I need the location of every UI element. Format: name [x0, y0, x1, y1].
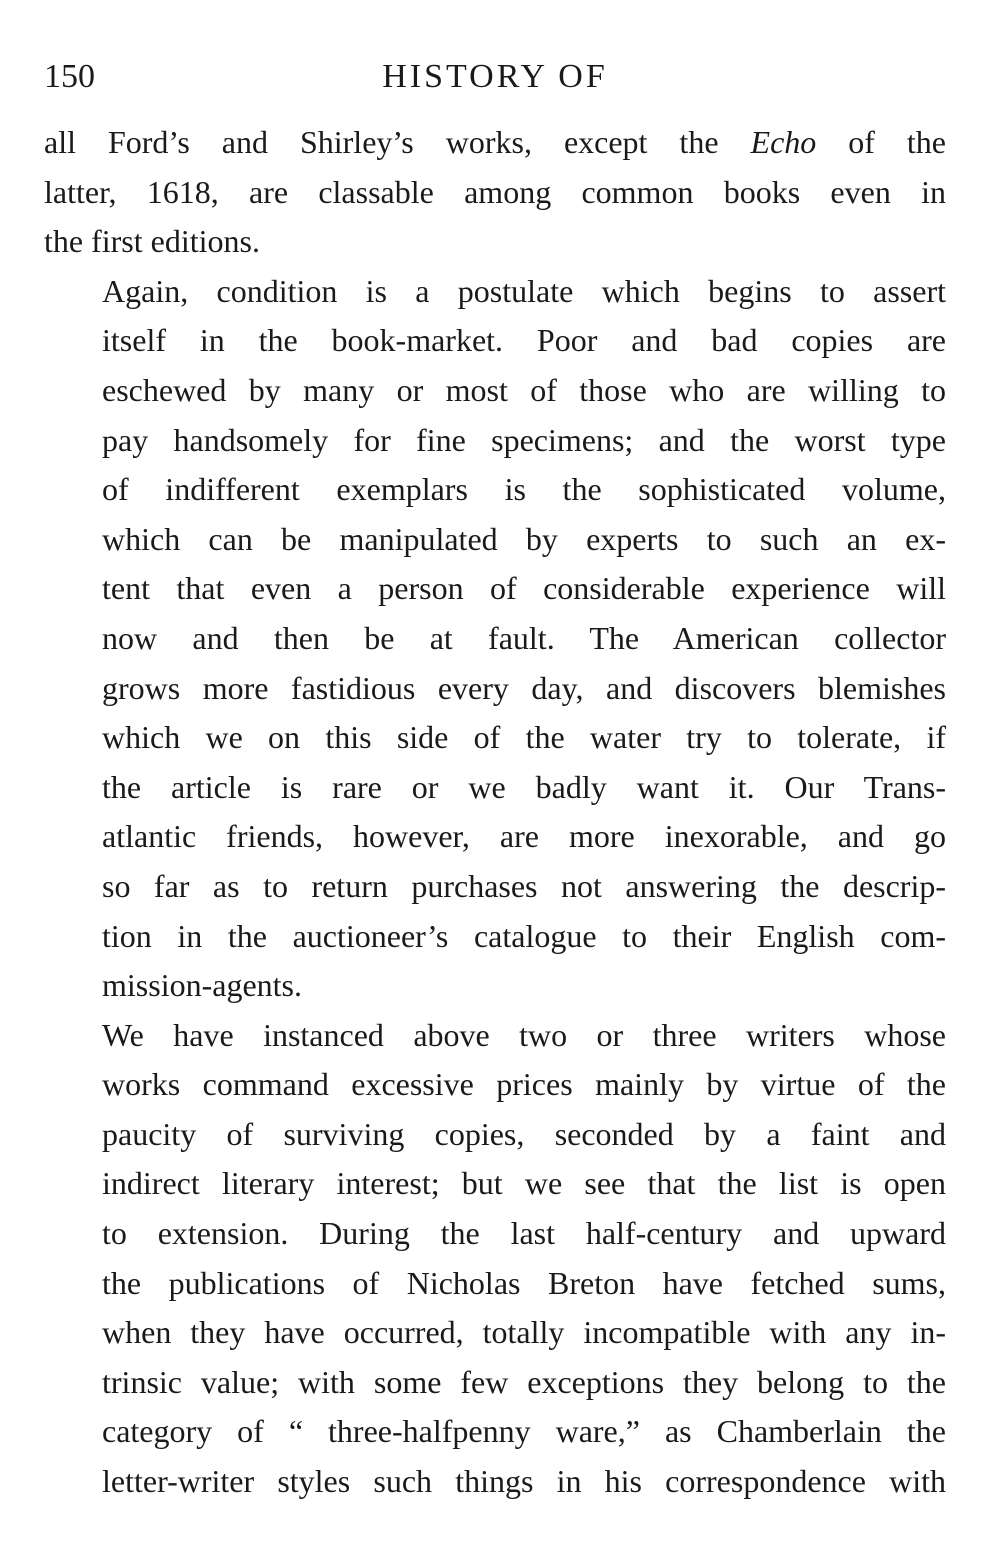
text-line: eschewed by many or most of those who are willing to: [102, 371, 946, 408]
text-line: paucity of surviving copies, seconded by a faint and: [102, 1115, 946, 1152]
italic-title: Echo: [750, 124, 817, 160]
text-line: tent that even a person of considerable experience will: [102, 570, 946, 607]
text-line: indirect literary interest; but we see that the list is open: [102, 1165, 946, 1202]
running-title: HISTORY OF: [382, 58, 608, 95]
text-line: pay handsomely for fine specimens; and the worst type: [102, 421, 946, 458]
text-line: Again, condition is a postulate which begins to assert: [102, 272, 946, 309]
text-line: now and then be at fault. The American collector: [102, 619, 946, 656]
text-line: when they have occurred, totally incompatible with any in-: [102, 1314, 946, 1351]
text-line: the first editions.: [44, 223, 260, 260]
text-line: to extension. During the last half-century and upward: [102, 1215, 946, 1252]
text-line: the article is rare or we badly want it. Our Trans-: [102, 768, 946, 805]
text-line: works command excessive prices mainly by virtue of the: [102, 1066, 946, 1103]
text-line: which we on this side of the water try to tolerate, if: [102, 719, 946, 756]
text-line: We have instanced above two or three writers whose: [102, 1016, 946, 1053]
text-line: so far as to return purchases not answering the descrip-: [102, 867, 946, 904]
text-line: [44, 118, 946, 168]
text-line: which can be manipulated by experts to such an ex-: [102, 520, 946, 557]
book-page: [44, 40, 946, 1507]
paragraph: [44, 118, 946, 267]
page-number: 150: [44, 58, 95, 95]
text-run: all Ford’s and Shirley’s works, except the: [44, 124, 751, 160]
text-line: letter-writer styles such things in his correspondence with: [102, 1463, 946, 1500]
text-line: mission-agents.: [102, 967, 302, 1004]
text-line: latter, 1618, are classable among common books even in: [44, 173, 946, 210]
running-head: [44, 40, 946, 118]
body-text: [44, 118, 946, 1507]
text-line: grows more fastidious every day, and discovers blemishes: [102, 669, 946, 706]
paragraph: [44, 267, 946, 1011]
text-run: of the: [816, 124, 947, 160]
text-line: trinsic value; with some few exceptions they belong to the: [102, 1363, 946, 1400]
text-line: atlantic friends, however, are more inexorable, and go: [102, 818, 946, 855]
text-line: itself in the book-market. Poor and bad copies are: [102, 322, 946, 359]
text-line: tion in the auctioneer’s catalogue to their English com-: [102, 917, 946, 954]
text-line: the publications of Nicholas Breton have fetched sums,: [102, 1264, 946, 1301]
text-line: category of “ three-halfpenny ware,” as Chamberlain the: [102, 1413, 946, 1450]
paragraph: [44, 1011, 946, 1507]
text-line: of indifferent exemplars is the sophisticated volume,: [102, 471, 946, 508]
